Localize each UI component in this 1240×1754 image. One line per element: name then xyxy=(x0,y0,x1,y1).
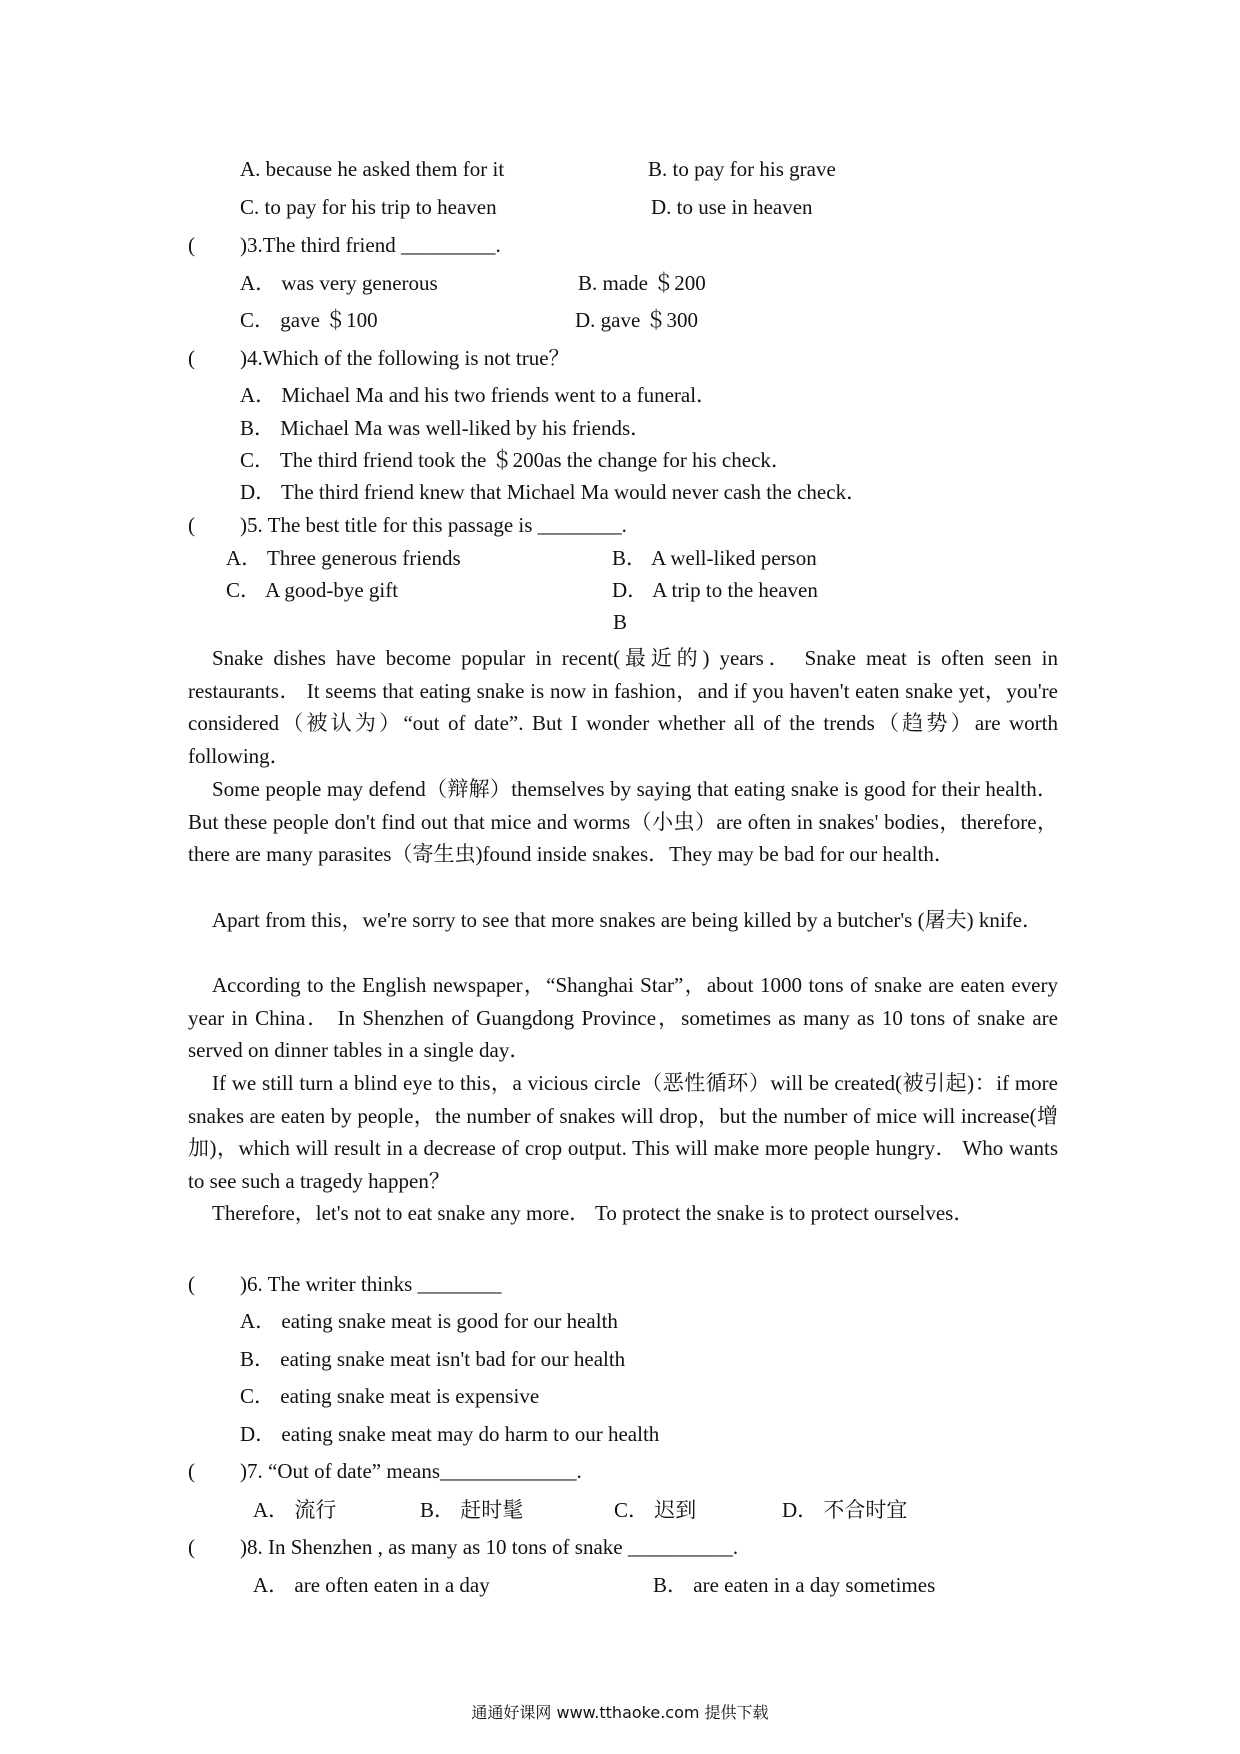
q2-option-b: B. to pay for his grave xyxy=(648,157,836,181)
q3-stem: )3.The third friend _________. xyxy=(240,233,501,257)
q5-option-c: C． A good-bye gift xyxy=(226,578,399,602)
answer-paren: ( xyxy=(188,513,195,537)
passage-paragraph-1 xyxy=(188,642,1058,772)
q6-question xyxy=(188,1270,502,1298)
q6-option-a: A． eating snake meat is good for our health xyxy=(240,1309,618,1333)
q5-stem: )5. The best title for this passage is ________. xyxy=(240,513,627,537)
q7-question xyxy=(188,1457,582,1485)
q2-option-d: D. to use in heaven xyxy=(651,195,813,219)
passage-paragraph-5 xyxy=(188,1067,1058,1197)
passage-paragraph-6 xyxy=(188,1197,1058,1230)
q8-option-a: A． are often eaten in a day xyxy=(253,1573,490,1597)
q7-option-a: A． 流行 xyxy=(253,1498,337,1522)
q6-option-d: D． eating snake meat may do harm to our health xyxy=(240,1422,660,1446)
q8-question xyxy=(188,1533,738,1561)
q4-question xyxy=(188,344,570,372)
q4-option-b: B． Michael Ma was well-liked by his friends． xyxy=(240,416,652,440)
section-label: B xyxy=(612,610,627,634)
passage-paragraph-2 xyxy=(188,773,1058,871)
q3-question xyxy=(188,231,501,259)
q6-option-b: B． eating snake meat isn't bad for our health xyxy=(240,1347,626,1371)
q3-option-b: B. made ＄200 xyxy=(578,271,706,295)
q5-option-b: B． A well-liked person xyxy=(612,546,817,570)
q8-stem: )8. In Shenzhen , as many as 10 tons of snake __________. xyxy=(240,1535,739,1559)
answer-paren: ( xyxy=(188,233,195,257)
passage-text: Some people may defend（辩解）themselves by saying that eating snake is good for their health． But these people don't find out that mice and worms（小虫）are often in snakes' bodies，therefore，there are many parasites（寄生虫)found inside snakes．They may be bad for our health． xyxy=(188,777,1058,867)
q6-option-c: C． eating snake meat is expensive xyxy=(240,1384,540,1408)
q3-option-a: A． was very generous xyxy=(240,271,438,295)
answer-paren: ( xyxy=(188,1272,195,1296)
answer-paren: ( xyxy=(188,1459,195,1483)
q5-option-d: D． A trip to the heaven xyxy=(612,578,818,602)
passage-text: Apart from this，we're sorry to see that more snakes are being killed by a butcher's (屠夫) knife． xyxy=(212,908,1043,932)
passage-text: Therefore，let's not to eat snake any more． To protect the snake is to protect ourselves． xyxy=(212,1201,975,1225)
q5-option-a: A． Three generous friends xyxy=(226,546,461,570)
answer-paren: ( xyxy=(188,346,195,370)
passage-paragraph-4 xyxy=(188,969,1058,1067)
passage-text: According to the English newspaper，“Shanghai Star”，about 1000 tons of snake are eaten every year in China． In Shenzhen of Guangdong Province，sometimes as many as 10 tons of snake are served on dinner tables in a single day． xyxy=(188,973,1058,1063)
passage-text: Snake dishes have become popular in recent(最近的) years． Snake meat is often seen in restaurants． It seems that eating snake is now in fashion，and if you haven't eaten snake yet，you're considered（被认为）“out of date”. But I wonder whether all of the trends（趋势）are worth following． xyxy=(188,646,1058,768)
q2-option-a: A. because he asked them for it xyxy=(240,157,505,181)
q4-option-c: C． The third friend took the ＄200as the change for his check． xyxy=(240,448,792,472)
q6-stem: )6. The writer thinks ________ xyxy=(240,1272,502,1296)
q7-option-c: C． 迟到 xyxy=(614,1498,697,1522)
q5-question xyxy=(188,511,627,539)
q7-option-d: D． 不合时宜 xyxy=(782,1498,908,1522)
answer-paren: ( xyxy=(188,1535,195,1559)
q8-option-b: B． are eaten in a day sometimes xyxy=(653,1573,936,1597)
q3-option-d: D. gave ＄300 xyxy=(575,308,699,332)
footer-source: 通通好课网 www.tthaoke.com 提供下载 xyxy=(471,1703,769,1722)
q2-option-c: C. to pay for his trip to heaven xyxy=(240,195,497,219)
q4-option-d: D． The third friend knew that Michael Ma would never cash the check． xyxy=(240,480,868,504)
passage-text: If we still turn a blind eye to this，a vicious circle（恶性循环）will be created(被引起)：if more snakes are eaten by people，the number of snakes will drop，but the number of mice will increase(增加)，which will result in a decrease of crop output. This will make more people hungry． Who wants to see such a tragedy happen？ xyxy=(188,1071,1058,1193)
q7-stem: )7. “Out of date” means_____________. xyxy=(240,1459,582,1483)
passage-paragraph-3 xyxy=(188,904,1058,937)
q4-option-a: A． Michael Ma and his two friends went to a funeral． xyxy=(240,383,718,407)
q7-option-b: B． 赶时髦 xyxy=(420,1498,524,1522)
q3-option-c: C． gave ＄100 xyxy=(240,308,378,332)
q4-stem: )4.Which of the following is not true？ xyxy=(240,346,570,370)
